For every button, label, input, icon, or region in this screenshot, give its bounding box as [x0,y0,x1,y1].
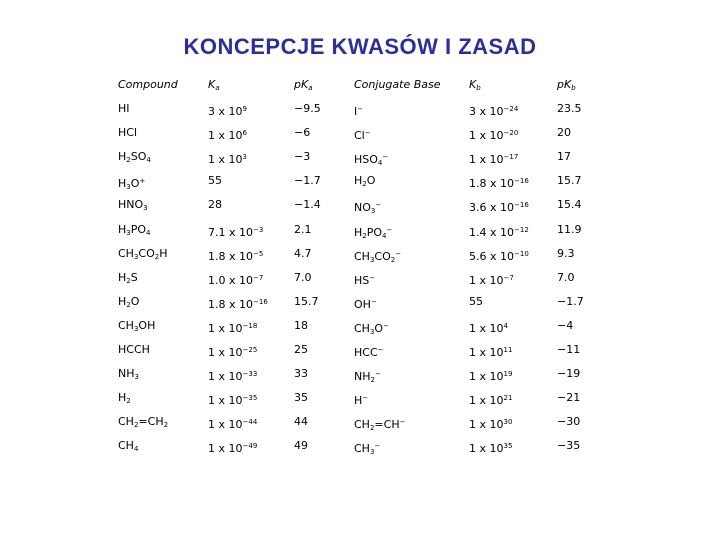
cell-supscript: 21 [503,394,513,403]
cell-text: CH [118,439,134,453]
table-row [118,102,588,126]
table-row [118,126,588,150]
cell-text: 49 [294,439,308,453]
cell-subscript: 3 [143,204,148,213]
cell-ka [208,343,257,360]
cell-text: H [354,225,363,239]
cell-text: H [354,174,363,188]
cell-text: pK [557,78,572,91]
cell-text: H [118,150,127,164]
cell-supscript: 11 [503,346,513,355]
cell-subscript: 3 [369,255,375,264]
cell-subscript: 3 [369,327,375,336]
cell-conjugate-base [354,126,371,143]
cell-pkb [557,439,580,453]
table-row [118,150,588,174]
cell-conjugate-base [354,439,380,459]
cell-text: 44 [294,415,308,429]
cell-text: −11 [557,343,581,357]
cell-kb [469,271,514,288]
cell-supscript: − [362,394,369,403]
cell-subscript: 3 [369,448,375,457]
acid-base-table [118,78,588,464]
cell-supscript: + [139,177,146,186]
cell-text: 1 x 10 [469,321,504,335]
cell-pka [294,415,308,429]
cell-text: CH [354,418,370,432]
cell-compound [118,150,151,167]
cell-compound [118,223,151,240]
cell-text: 3 x 10 [208,105,243,119]
cell-pka [294,391,308,405]
header-conjugate-base [354,78,441,92]
cell-text: 1 x 10 [469,346,504,360]
cell-subscript: a [215,84,220,92]
cell-text: 20 [557,126,571,140]
cell-supscript: −16 [253,297,268,306]
cell-subscript: 2 [126,300,131,309]
cell-text: 17 [557,150,571,164]
cell-text: 28 [208,198,222,212]
cell-pkb [557,415,580,429]
cell-supscript: −33 [242,370,258,379]
cell-text: H [118,294,127,308]
cell-text: 55 [469,294,483,308]
cell-text: HCCH [118,343,150,357]
cell-kb [469,102,518,119]
cell-ka [208,295,268,312]
cell-supscript: −35 [242,394,258,403]
cell-text: I [354,105,358,119]
cell-text: CH [118,415,134,429]
cell-text: O [374,321,384,335]
cell-ka [208,174,222,188]
cell-text: 9.3 [557,246,575,260]
cell-kb [469,367,512,384]
cell-conjugate-base [354,319,389,339]
cell-compound [118,295,139,312]
cell-pka [294,102,321,116]
cell-text: CO [138,246,155,260]
cell-subscript: 2 [370,376,375,385]
cell-kb [469,319,508,336]
cell-subscript: 3 [134,373,139,382]
cell-compound [118,415,168,432]
cell-compound [118,319,155,336]
cell-text: 33 [294,367,308,381]
cell-compound [118,271,138,288]
cell-ka [208,102,247,119]
cell-text: −4 [557,318,574,332]
cell-text: HI [118,102,130,116]
cell-supscript: −7 [503,273,514,282]
cell-text: CH [354,321,370,335]
cell-text: HS [354,273,370,287]
header-pka [294,78,313,95]
cell-pkb [557,223,582,237]
cell-supscript: 4 [503,321,508,330]
cell-text: H [159,246,168,260]
slide-title: KONCEPCJE KWASÓW I ZASAD [183,34,537,59]
cell-text: 7.0 [294,270,312,284]
cell-conjugate-base [354,198,381,218]
cell-text: 1 x 10 [469,418,504,432]
cell-text: pK [294,78,309,91]
cell-text: 7.1 x 10 [208,225,253,239]
cell-pkb [557,174,582,188]
cell-text: 23.5 [557,102,582,116]
cell-supscript: − [370,297,377,306]
cell-text: 15.7 [294,294,319,308]
header-compound [118,78,178,92]
cell-text: OH [354,297,371,311]
cell-ka [208,150,247,167]
cell-conjugate-base [354,343,384,360]
cell-subscript: 3 [126,183,131,192]
cell-pkb [557,295,584,309]
cell-text: 1.8 x 10 [208,249,253,263]
cell-supscript: −44 [242,418,258,427]
table-body [118,102,588,463]
cell-compound [118,174,145,194]
cell-ka [208,126,247,143]
cell-pka [294,367,308,381]
cell-conjugate-base [354,271,375,288]
cell-conjugate-base [354,223,392,243]
cell-pka [294,198,321,212]
cell-subscript: 4 [146,156,151,165]
cell-subscript: 2 [154,252,160,261]
cell-pkb [557,367,580,381]
cell-text: PO [130,222,147,236]
cell-kb [469,198,529,215]
cell-kb [469,247,529,264]
cell-ka [208,439,257,456]
cell-text: Compound [118,78,178,91]
cell-ka [208,247,263,264]
cell-text: −1.7 [294,174,321,188]
cell-text: S [130,270,138,284]
cell-supscript: − [382,153,389,162]
cell-pkb [557,102,582,116]
cell-ka [208,319,257,336]
table-row [118,415,588,439]
cell-text: 1 x 10 [469,153,504,167]
cell-text: 1.8 x 10 [469,177,514,191]
cell-text: K [208,78,216,91]
cell-text: 18 [294,318,308,332]
cell-text: 7.0 [557,270,575,284]
cell-pkb [557,391,580,405]
cell-supscript: 19 [503,370,513,379]
cell-text: H [354,394,363,408]
cell-compound [118,439,138,456]
cell-subscript: 3 [370,207,376,216]
cell-text: H [118,222,127,236]
cell-text: −6 [294,126,311,140]
cell-pkb [557,319,573,333]
cell-supscript: 6 [242,129,247,138]
cell-pkb [557,247,575,261]
cell-kb [469,343,512,360]
cell-kb [469,391,512,408]
cell-kb [469,150,518,167]
cell-text: O [366,174,376,188]
cell-text: 1 x 10 [469,129,504,143]
cell-text: 3.6 x 10 [469,201,514,215]
cell-kb [469,439,512,456]
cell-subscript: 3 [133,252,139,261]
cell-supscript: − [375,201,382,210]
cell-subscript: 2 [126,156,131,165]
cell-kb [469,295,483,309]
cell-conjugate-base [354,102,363,119]
cell-subscript: 2 [369,424,375,433]
cell-text: 1 x 10 [208,370,243,384]
cell-text: O [130,177,140,191]
table-row [118,174,588,198]
cell-subscript: 4 [146,228,151,237]
cell-text: −21 [557,391,581,405]
cell-text: −35 [557,439,581,453]
cell-text: OH [138,318,156,332]
cell-supscript: − [395,249,402,258]
cell-text: 1.0 x 10 [208,273,253,287]
cell-text: NH [354,370,371,384]
cell-subscript: 3 [133,324,139,333]
cell-compound [118,126,137,140]
cell-pka [294,271,312,285]
cell-pka [294,247,312,261]
cell-subscript: 2 [126,276,131,285]
table-row [118,391,588,415]
cell-text: −1.7 [557,294,584,308]
table-row [118,271,588,295]
cell-text: −19 [557,367,581,381]
cell-text: HSO [354,153,378,167]
cell-text: HNO [118,198,144,212]
cell-pka [294,295,319,309]
cell-pka [294,343,308,357]
cell-subscript: 4 [377,159,383,168]
cell-supscript: −17 [503,153,519,162]
cell-subscript: 3 [126,228,131,237]
cell-conjugate-base [354,295,377,312]
cell-subscript: 4 [382,231,387,240]
cell-supscript: −25 [242,346,258,355]
header-pkb [557,78,576,95]
cell-supscript: −49 [242,442,258,451]
cell-text: 2.1 [294,222,312,236]
cell-text: Cl [354,129,365,143]
cell-pkb [557,271,575,285]
cell-subscript: 2 [133,421,139,430]
cell-text: CH [118,246,134,260]
cell-compound [118,247,168,264]
cell-text: −30 [557,415,581,429]
cell-supscript: 9 [242,105,247,114]
cell-text: 25 [294,343,308,357]
cell-ka [208,223,263,240]
cell-compound [118,391,131,408]
table-row [118,319,588,343]
cell-supscript: −12 [514,225,529,234]
cell-text: NO [354,201,371,215]
cell-supscript: 35 [503,442,513,451]
cell-text: 1 x 10 [208,129,243,143]
table-row [118,343,588,367]
cell-subscript: b [476,84,481,92]
cell-supscript: −16 [514,177,529,186]
cell-supscript: − [374,442,381,451]
cell-supscript: −18 [242,321,258,330]
cell-conjugate-base [354,367,381,387]
cell-text: 1.8 x 10 [208,297,253,311]
cell-text: =CH [374,418,400,432]
cell-supscript: − [383,321,389,330]
cell-text: H [118,177,127,191]
cell-conjugate-base [354,150,388,170]
cell-text: 1 x 10 [208,418,243,432]
header-kb [469,78,481,95]
cell-text: =CH [138,415,164,429]
cell-subscript: 2 [362,231,367,240]
cell-pkb [557,126,571,140]
cell-text: 4.7 [294,246,312,260]
cell-ka [208,367,257,384]
cell-supscript: −24 [503,105,519,114]
cell-kb [469,223,529,240]
table-row [118,223,588,247]
cell-supscript: − [357,105,364,114]
table-row [118,295,588,319]
cell-pkb [557,150,571,164]
cell-text: 1 x 10 [208,442,243,456]
cell-supscript: −16 [514,201,529,210]
cell-pka [294,150,310,164]
cell-supscript: −10 [514,249,529,258]
cell-text: 1.4 x 10 [469,225,514,239]
cell-text: CH [118,318,134,332]
cell-subscript: 2 [390,255,396,264]
cell-text: 1 x 10 [208,321,243,335]
cell-text: CH [354,442,370,456]
cell-subscript: 2 [362,180,367,189]
cell-text: 1 x 10 [469,442,504,456]
cell-compound [118,102,130,116]
cell-compound [118,367,139,384]
table-row [118,439,588,463]
cell-kb [469,126,518,143]
cell-text: H [118,391,127,405]
cell-text: SO [130,150,147,164]
cell-text: H [118,270,127,284]
cell-text: −3 [294,150,311,164]
cell-conjugate-base [354,391,368,408]
cell-subscript: b [571,84,576,92]
cell-text: 15.7 [557,174,582,188]
cell-text: HCC [354,346,378,360]
cell-supscript: −5 [253,249,264,258]
cell-text: K [469,78,477,91]
cell-ka [208,198,222,212]
cell-text: 1 x 10 [469,273,504,287]
cell-text: 3 x 10 [469,105,504,119]
cell-compound [118,198,148,215]
cell-subscript: a [308,84,313,92]
cell-subscript: 2 [126,397,131,406]
cell-supscript: − [374,370,381,379]
cell-text: 1 x 10 [208,153,243,167]
cell-text: 1 x 10 [208,394,243,408]
cell-text: HCl [118,126,138,140]
cell-text: 15.4 [557,198,582,212]
cell-compound [118,343,150,357]
cell-supscript: 3 [242,153,247,162]
cell-text: 1 x 10 [208,346,243,360]
cell-pkb [557,198,582,212]
cell-supscript: − [369,273,376,282]
cell-text: CH [354,249,370,263]
table-row [118,247,588,271]
cell-text: PO [366,225,383,239]
cell-kb [469,174,529,191]
cell-text: 11.9 [557,222,582,236]
cell-text: 5.6 x 10 [469,249,514,263]
cell-conjugate-base [354,415,405,435]
cell-text: 1 x 10 [469,394,504,408]
cell-text: 35 [294,391,308,405]
cell-pka [294,223,312,237]
cell-supscript: −7 [253,273,264,282]
table-row [118,367,588,391]
cell-text: −9.5 [294,102,321,116]
cell-text: 55 [208,174,222,188]
cell-subscript: 4 [133,445,139,454]
cell-subscript: 2 [163,421,169,430]
table-row [118,198,588,222]
header-ka [208,78,220,95]
cell-supscript: − [364,129,371,138]
cell-text: CO [374,249,391,263]
cell-kb [469,415,512,432]
cell-ka [208,391,257,408]
cell-pkb [557,343,580,357]
cell-supscript: − [399,418,406,427]
cell-text: Conjugate Base [354,78,441,91]
cell-pka [294,174,321,188]
cell-text: NH [118,367,135,381]
cell-supscript: − [377,346,384,355]
cell-pka [294,319,308,333]
cell-conjugate-base [354,174,375,191]
cell-supscript: − [386,225,393,234]
cell-supscript: 30 [503,418,513,427]
cell-supscript: −3 [253,225,264,234]
table-header-row [118,78,588,102]
cell-pka [294,439,308,453]
cell-conjugate-base [354,247,401,267]
cell-text: O [130,294,140,308]
cell-ka [208,415,257,432]
cell-pka [294,126,310,140]
cell-ka [208,271,263,288]
cell-text: −1.4 [294,198,321,212]
cell-text: 1 x 10 [469,370,504,384]
cell-supscript: −20 [503,129,519,138]
